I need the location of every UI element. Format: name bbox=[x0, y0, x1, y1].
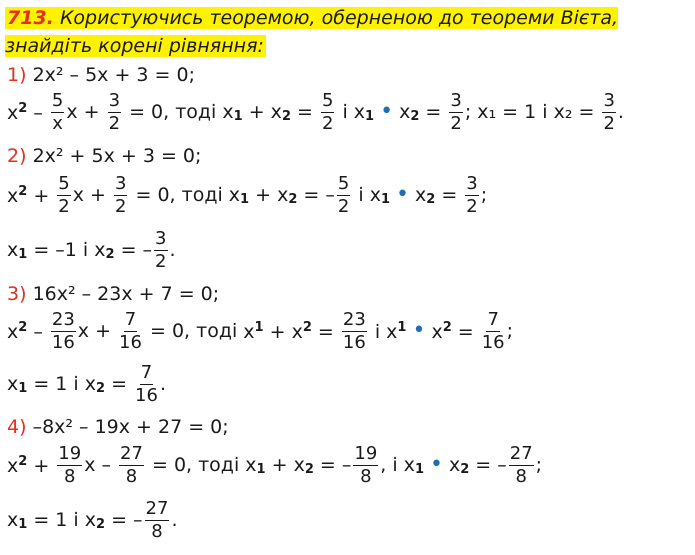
problem-3-solution: $x^2$ – $\frac{23}{16}$ x + $\frac{7}{16}$ = 0, тоді $x^1 + x^2$ = $\frac{23}{16}$ і $x^1$ • $x^2$ = $\frac{7}{16}$ ; bbox=[7, 308, 514, 353]
fraction: $\frac{3}{2}$ bbox=[603, 89, 615, 134]
fraction: $\frac{5}{2}$ bbox=[58, 172, 70, 217]
fraction: $\frac{19}{8}$ bbox=[58, 442, 82, 487]
task-text: Користуючись теоремою, оберненою до теореми Вієта, знайдіть корені рівняння: bbox=[5, 7, 619, 57]
fraction: $\frac{27}{8}$ bbox=[120, 442, 143, 487]
problem-4-roots: x1 = 1 і x2 = – $\frac{27}{8}$ . bbox=[7, 497, 178, 542]
fraction: $\frac{3}{2}$ bbox=[450, 89, 462, 134]
problem-3-label: 3) bbox=[7, 283, 27, 305]
problem-4-equation bbox=[7, 414, 229, 440]
problem-2-equation bbox=[7, 143, 201, 169]
fraction: $\frac{7}{16}$ bbox=[481, 308, 505, 353]
multiplication-dot-icon: • bbox=[429, 452, 443, 477]
problem-1-eq: 2x² – 5x + 3 = 0; bbox=[32, 64, 195, 86]
fraction: $\frac{23}{16}$ bbox=[342, 308, 366, 353]
problem-2-roots: x1 = –1 і x2 = – $\frac{3}{2}$ . bbox=[7, 227, 176, 272]
fraction: $\frac{19}{8}$ bbox=[354, 442, 378, 487]
fraction: $\frac{27}{8}$ bbox=[509, 442, 533, 487]
fraction: $\frac{27}{8}$ bbox=[145, 497, 169, 542]
problem-2-eq: 2x² + 5x + 3 = 0; bbox=[32, 145, 202, 167]
problem-1-label: 1) bbox=[7, 64, 27, 86]
fraction: $\frac{5}{2}$ bbox=[321, 89, 334, 134]
multiplication-dot-icon: • bbox=[380, 99, 394, 124]
problem-1-solution: $x^2$ – $\frac{5}{x}$ x + $\frac{3}{2}$ = 0, тоді x1 + x2 = $\frac{5}{2}$ і x1 • x2 = $\frac{3}{2}$ ; x₁ = 1 і x₂ = $\frac{3}{2}$ . bbox=[7, 89, 624, 134]
fraction: $\frac{7}{16}$ bbox=[135, 361, 158, 406]
problem-3-eq: 16x² – 23x + 7 = 0; bbox=[32, 283, 220, 305]
problem-4-eq: –8x² – 19x + 27 = 0; bbox=[32, 416, 229, 438]
fraction: $\frac{3}{2}$ bbox=[108, 89, 121, 134]
problem-4-solution: $x^2$ + $\frac{19}{8}$ x – $\frac{27}{8}$ = 0, тоді x1 + x2 = – $\frac{19}{8}$ , і x1 • x2 = – $\frac{27}{8}$ ; bbox=[7, 442, 543, 487]
problem-1-equation bbox=[7, 62, 195, 88]
fraction: $\frac{3}{2}$ bbox=[115, 172, 127, 217]
fraction: $\frac{23}{16}$ bbox=[51, 308, 75, 353]
problem-3-equation bbox=[7, 281, 219, 307]
fraction: $\frac{5}{2}$ bbox=[337, 172, 350, 217]
multiplication-dot-icon: • bbox=[396, 182, 409, 207]
problem-2-solution: $x^2$ + $\frac{5}{2}$ x + $\frac{3}{2}$ = 0, тоді x1 + x2 = – $\frac{5}{2}$ і x1 • x2 = $\frac{3}{2}$ ; bbox=[7, 172, 488, 217]
task-title bbox=[5, 4, 688, 60]
problem-4-label: 4) bbox=[7, 416, 27, 438]
problem-2-label: 2) bbox=[7, 145, 27, 167]
multiplication-dot-icon: • bbox=[412, 318, 426, 343]
fraction: $\frac{5}{x}$ bbox=[51, 89, 64, 134]
fraction: $\frac{7}{16}$ bbox=[119, 308, 142, 353]
problem-3-roots: x1 = 1 і x2 = $\frac{7}{16}$ . bbox=[7, 361, 166, 406]
task-number: 713. bbox=[7, 7, 54, 29]
fraction: $\frac{3}{2}$ bbox=[155, 227, 167, 272]
fraction: $\frac{3}{2}$ bbox=[466, 172, 478, 217]
